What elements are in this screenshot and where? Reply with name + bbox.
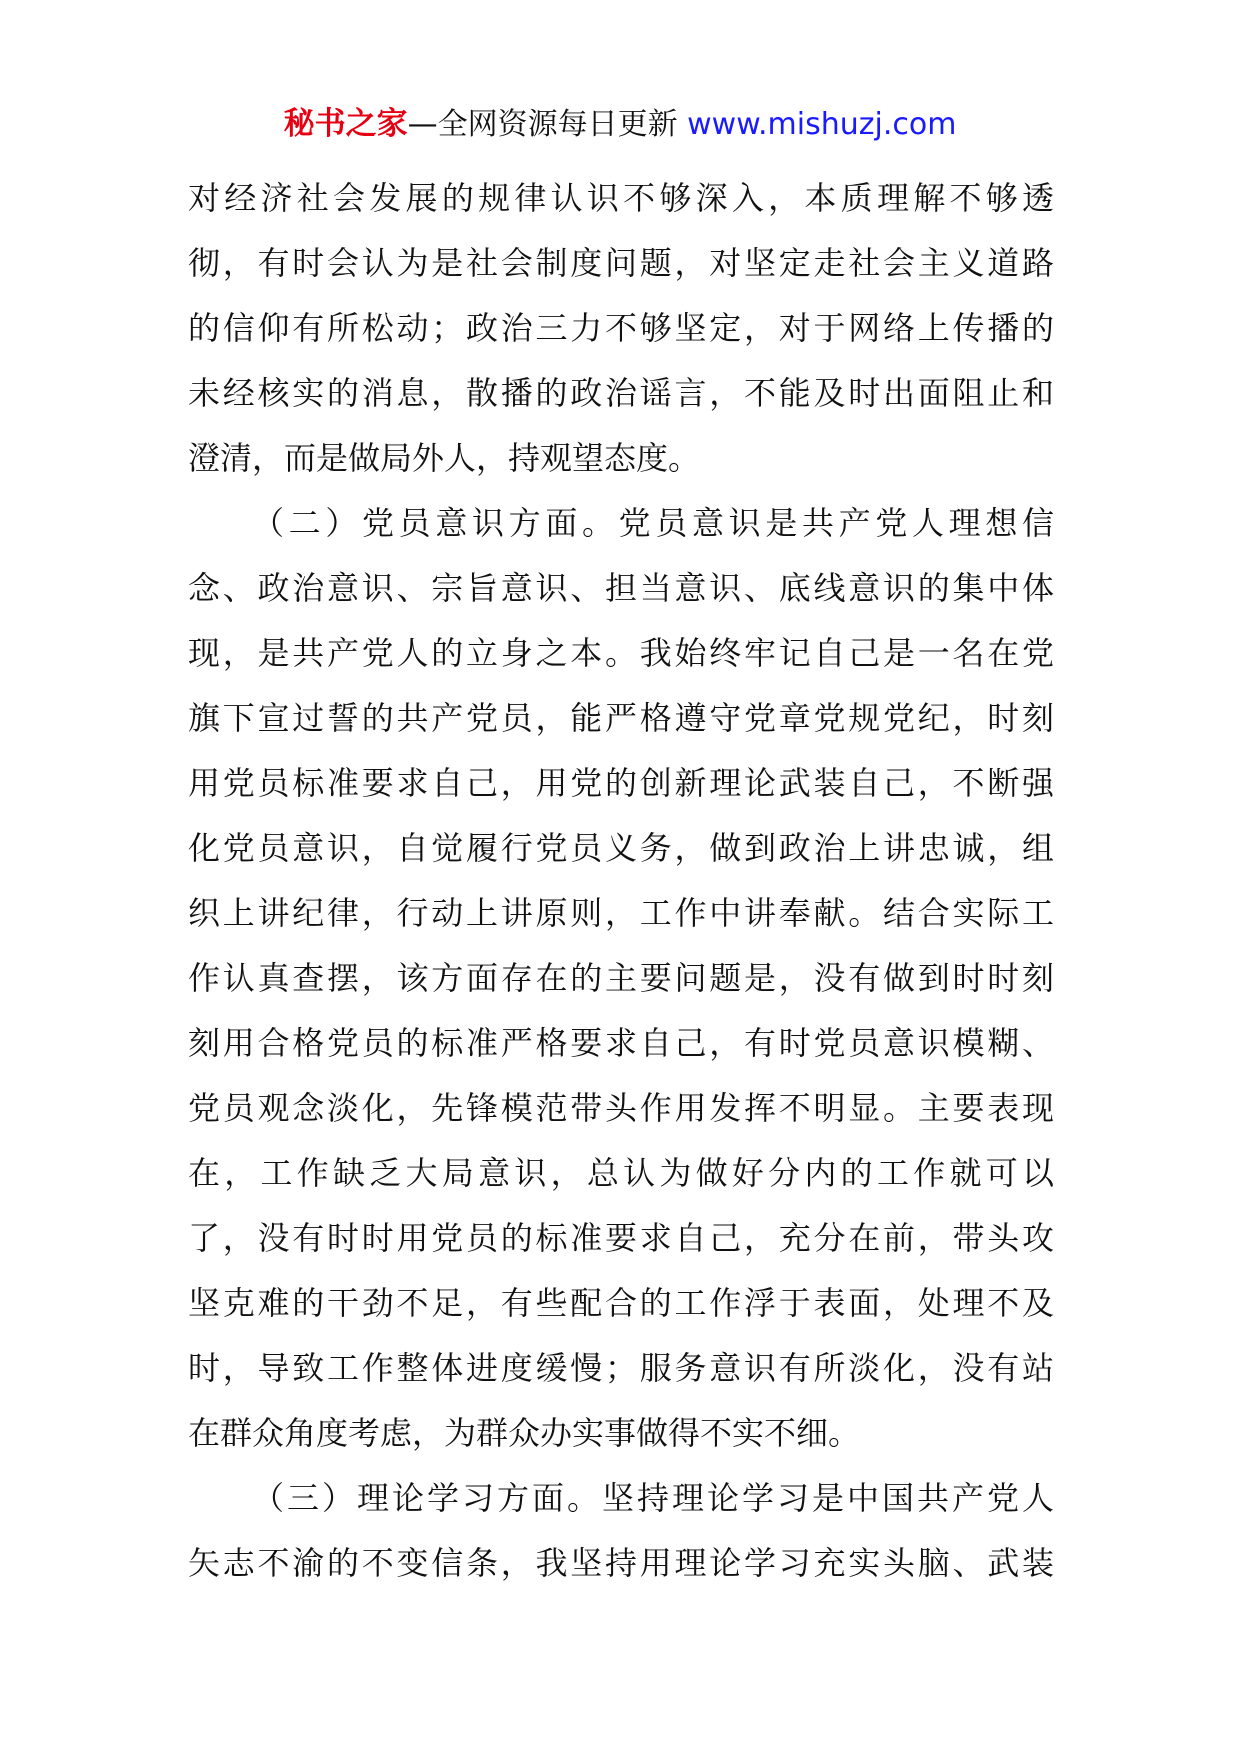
text-line: 作认真查摆，该方面存在的主要问题是，没有做到时时刻 [188, 959, 1054, 997]
site-url[interactable]: www.mishuzj.com [687, 107, 957, 142]
text-line: 对经济社会发展的规律认识不够深入，本质理解不够透 [188, 179, 1054, 217]
text-line: 化党员意识，自觉履行党员义务，做到政治上讲忠诚，组 [188, 829, 1054, 867]
text-line: 矢志不渝的不变信条，我坚持用理论学习充实头脑、武装 [188, 1544, 1054, 1582]
text-line: 澄清，而是做局外人，持观望态度。 [188, 439, 701, 477]
text-line: 的信仰有所松动；政治三力不够坚定，对于网络上传播的 [188, 309, 1054, 347]
text-line: 时，导致工作整体进度缓慢；服务意识有所淡化，没有站 [188, 1349, 1054, 1387]
text-line: 刻用合格党员的标准严格要求自己，有时党员意识模糊、 [188, 1024, 1054, 1062]
text-line: 在群众角度考虑，为群众办实事做得不实不细。 [188, 1414, 861, 1452]
text-line: 在，工作缺乏大局意识，总认为做好分内的工作就可以 [188, 1154, 1054, 1192]
text-line: 现，是共产党人的立身之本。我始终牢记自己是一名在党 [188, 634, 1054, 672]
document-body [188, 166, 1054, 1596]
section-heading-line: （二）党员意识方面。党员意识是共产党人理想信 [252, 504, 1054, 542]
text-line: 党员观念淡化，先锋模范带头作用发挥不明显。主要表现 [188, 1089, 1054, 1127]
text-line: 彻，有时会认为是社会制度问题，对坚定走社会主义道路 [188, 244, 1054, 282]
text-line: 用党员标准要求自己，用党的创新理论武装自己，不断强 [188, 764, 1054, 802]
header-tagline: —全网资源每日更新 [407, 107, 688, 142]
section-heading-line: （三）理论学习方面。坚持理论学习是中国共产党人 [252, 1479, 1054, 1517]
text-line: 旗下宣过誓的共产党员，能严格遵守党章党规党纪，时刻 [188, 699, 1054, 737]
text-line: 坚克难的干劲不足，有些配合的工作浮于表面，处理不及 [188, 1284, 1054, 1322]
text-line: 织上讲纪律，行动上讲原则，工作中讲奉献。结合实际工 [188, 894, 1054, 932]
brand-name: 秘书之家 [283, 106, 408, 142]
text-line: 未经核实的消息，散播的政治谣言，不能及时出面阻止和 [188, 374, 1054, 412]
text-line: 了，没有时时用党员的标准要求自己，充分在前，带头攻 [188, 1219, 1054, 1257]
text-line: 念、政治意识、宗旨意识、担当意识、底线意识的集中体 [188, 569, 1054, 607]
site-header [0, 102, 1240, 147]
